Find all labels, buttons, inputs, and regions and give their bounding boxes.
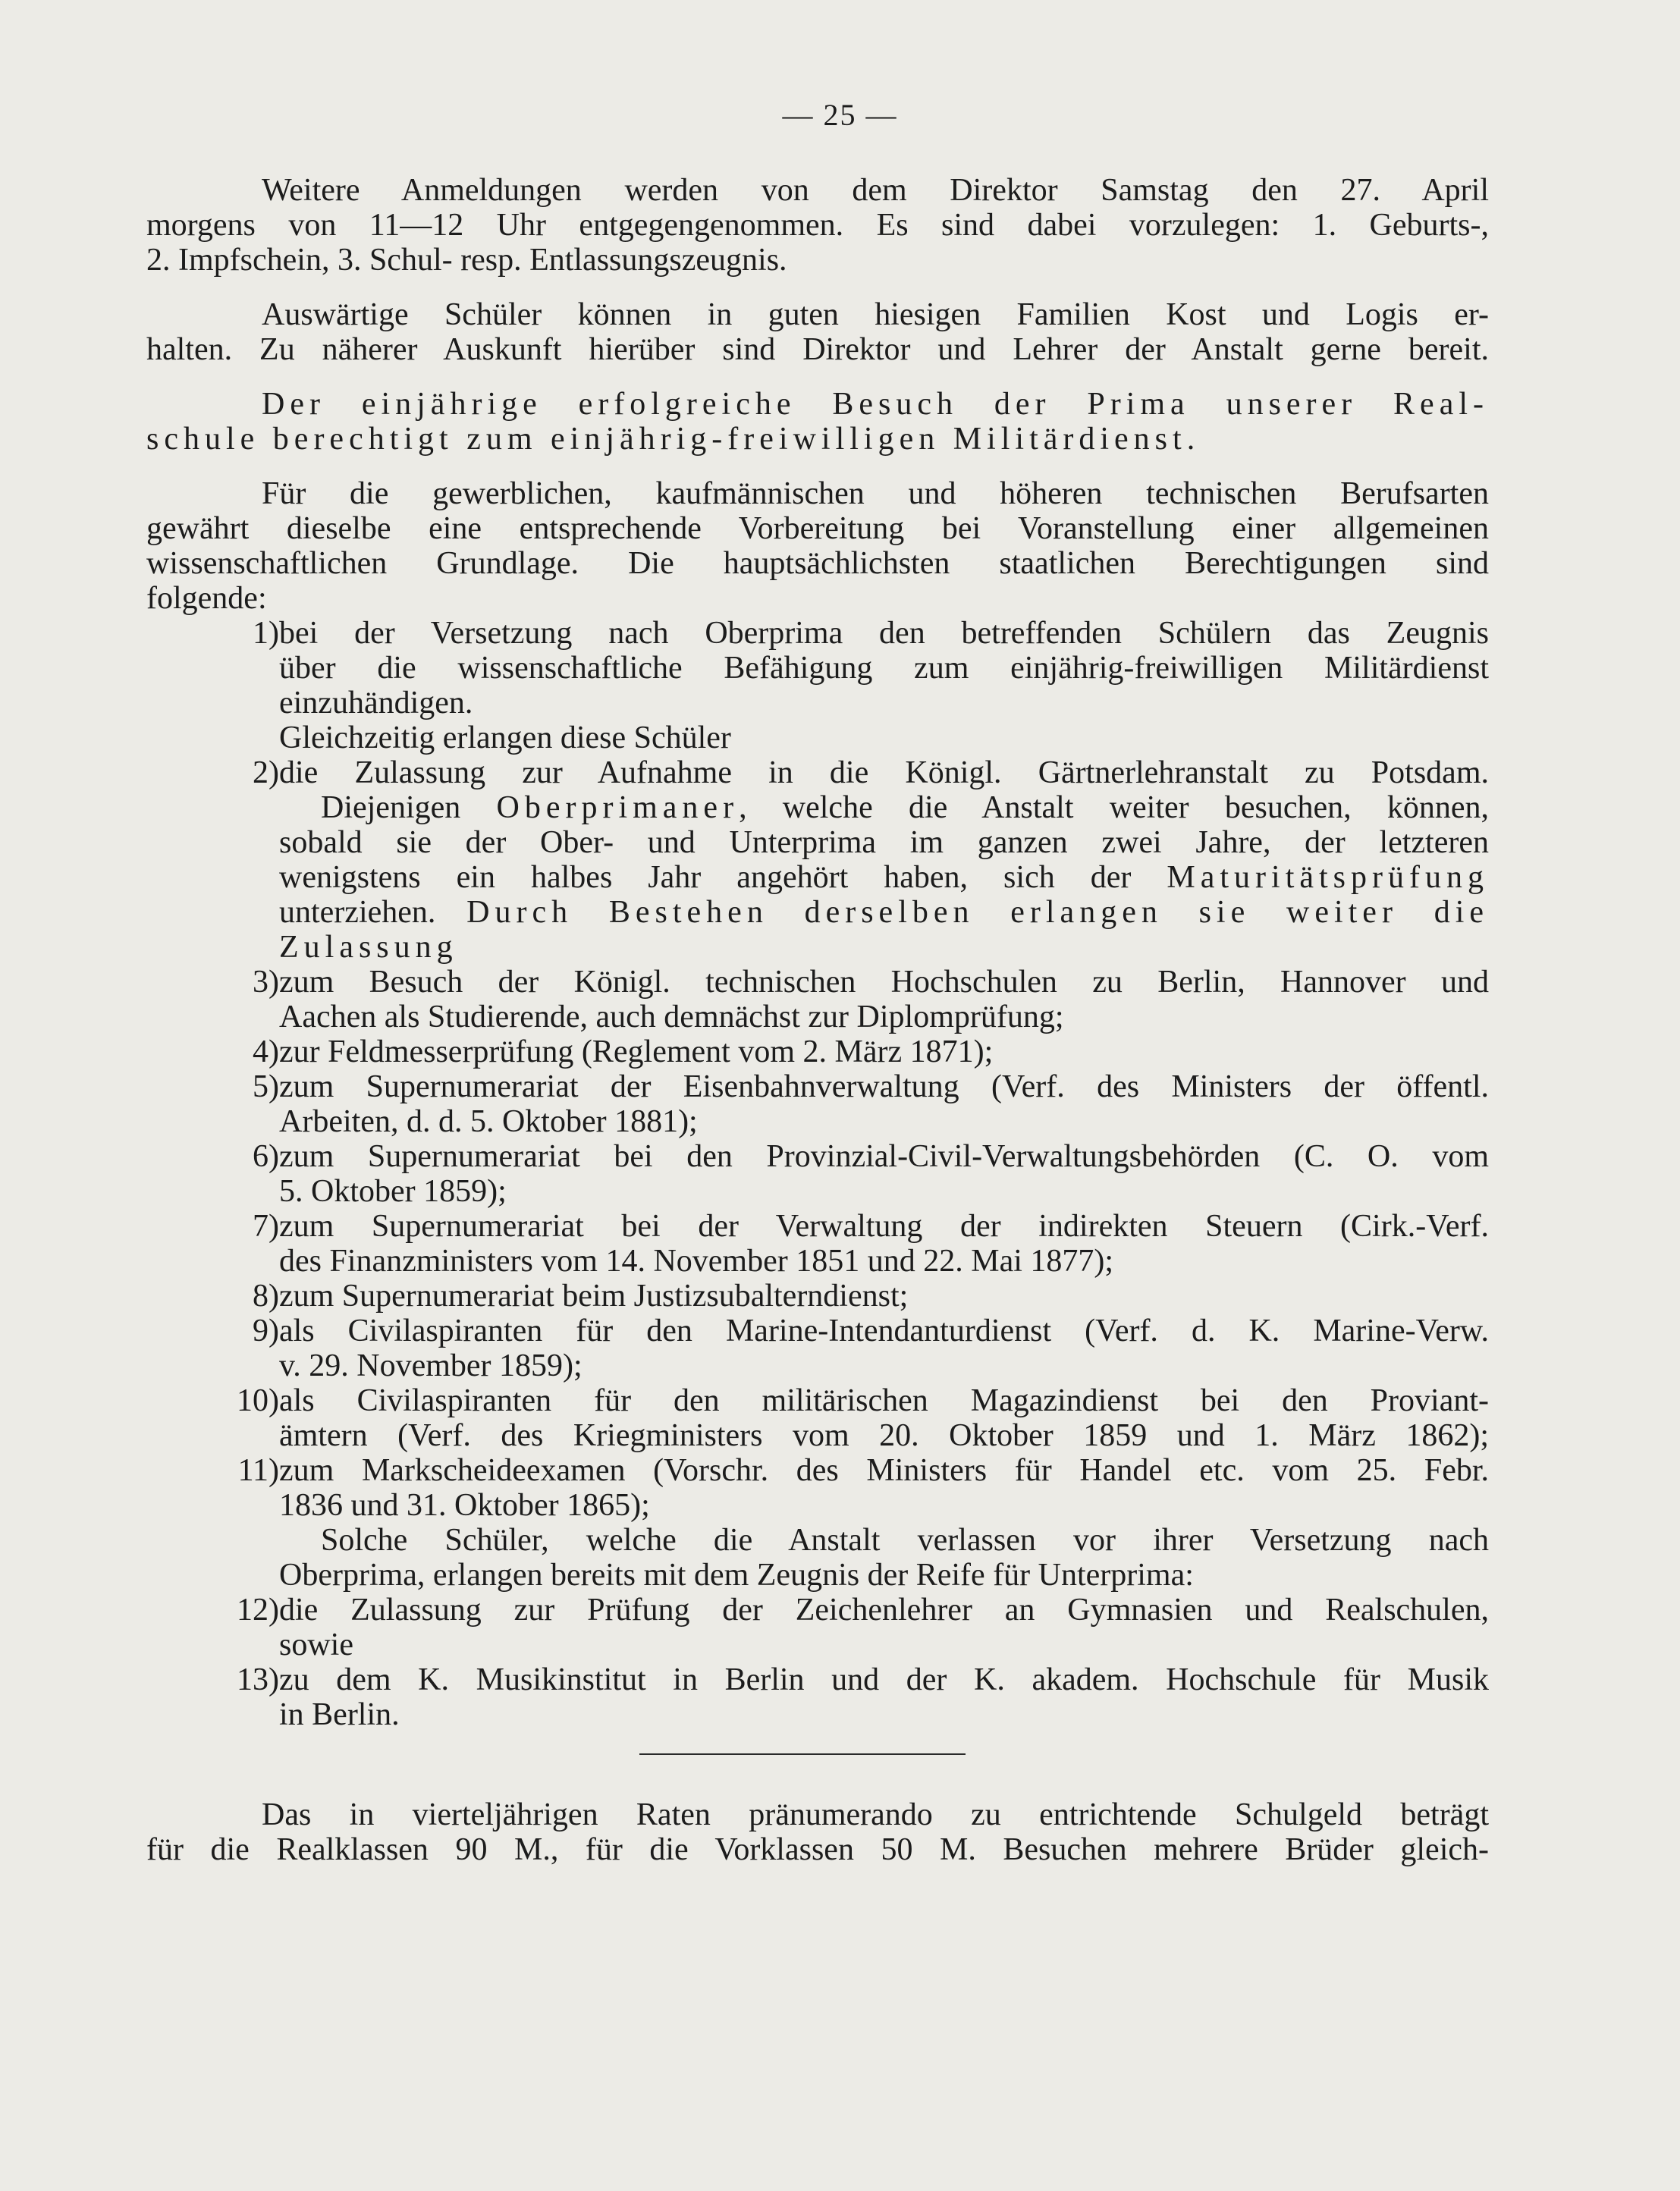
item-line: zum Supernumerariat bei den Provinzial-Civil-Verwaltungsbehörden (C. O. vom <box>279 1139 1489 1174</box>
item-number: 10) <box>237 1383 279 1418</box>
paragraph-tuition <box>146 1797 1489 1867</box>
text-line: Weitere Anmeldungen werden von dem Direktor Samstag den 27. April <box>262 173 1489 208</box>
item-number: 1) <box>253 616 279 651</box>
item-line: Aachen als Studierende, auch demnächst zur Diplomprüfung; <box>279 1000 1064 1034</box>
item-line: über die wissenschaftliche Befähigung zum einjährig-freiwilligen Militärdienst <box>279 651 1489 686</box>
paragraph-prima-entitlement <box>146 387 1489 457</box>
interlude-unterprima <box>146 1523 1489 1593</box>
item-line: zum Markscheideexamen (Vorschr. des Ministers für Handel etc. vom 25. Febr. <box>279 1453 1489 1488</box>
text-line: Das in vierteljährigen Raten pränumerando zu entrichtende Schulgeld beträgt <box>262 1797 1489 1832</box>
item-line: als Civilaspiranten für den Marine-Intendanturdienst (Verf. d. K. Marine-Verw. <box>279 1314 1489 1348</box>
item-line: die Zulassung zur Aufnahme in die Königl. Gärtnerlehranstalt zu Potsdam. <box>279 755 1489 790</box>
item-line: einzuhändigen. <box>279 686 473 720</box>
item-number: 2) <box>253 755 279 790</box>
item-line: zum Supernumerariat beim Justizsubalterndienst; <box>279 1279 909 1314</box>
item-line: zum Besuch der Königl. technischen Hochschulen zu Berlin, Hannover und <box>279 965 1489 1000</box>
list-item <box>146 1139 1489 1209</box>
item-line: v. 29. November 1859); <box>279 1348 583 1383</box>
text-line: folgende: <box>146 581 267 616</box>
interlude-line: Gleichzeitig erlangen diese Schüler <box>279 720 731 755</box>
list-item <box>146 1593 1489 1662</box>
list-item <box>146 1383 1489 1453</box>
text-line: Auswärtige Schüler können in guten hiesigen Familien Kost und Logis er- <box>262 297 1489 332</box>
list-item <box>146 1279 1489 1314</box>
interlude-line: wenigstens ein halbes Jahr angehört haben, sich der Maturitätsprüfung <box>279 860 1489 895</box>
list-item <box>146 965 1489 1034</box>
divider-rule <box>639 1753 966 1755</box>
list-item <box>146 1314 1489 1383</box>
item-line: sowie <box>279 1628 353 1662</box>
item-number: 13) <box>237 1662 279 1697</box>
item-line: zum Supernumerariat bei der Verwaltung der indirekten Steuern (Cirk.-Verf. <box>279 1209 1489 1244</box>
item-number: 8) <box>253 1279 279 1314</box>
item-line: zur Feldmesserprüfung (Reglement vom 2. März 1871); <box>279 1034 994 1069</box>
text-line: Der einjährige erfolgreiche Besuch der Prima unserer Real- <box>262 387 1489 422</box>
interlude-line: Zulassung <box>279 930 458 965</box>
item-number: 12) <box>237 1593 279 1628</box>
interlude-oberprimaner <box>146 790 1489 965</box>
item-number: 4) <box>253 1034 279 1069</box>
item-line: als Civilaspiranten für den militärischen Magazindienst bei den Proviant- <box>279 1383 1489 1418</box>
list-item <box>146 755 1489 790</box>
item-number: 9) <box>253 1314 279 1348</box>
item-number: 11) <box>237 1453 279 1488</box>
item-number: 5) <box>253 1069 279 1104</box>
paragraph-registration <box>146 173 1489 278</box>
item-line: des Finanzministers vom 14. November 1851 und 22. Mai 1877); <box>279 1244 1114 1279</box>
item-number: 7) <box>253 1209 279 1244</box>
text-line: schule berechtigt zum einjährig-freiwilligen Militärdienst. <box>146 422 1201 457</box>
item-line: in Berlin. <box>279 1697 400 1732</box>
item-number: 3) <box>253 965 279 1000</box>
list-item <box>146 1453 1489 1523</box>
interlude-line: Oberprima, erlangen bereits mit dem Zeugnis der Reife für Unterprima: <box>279 1558 1194 1593</box>
interlude-line: Diejenigen Oberprimaner, welche die Anstalt weiter besuchen, können, <box>321 790 1490 825</box>
text-line: 2. Impfschein, 3. Schul- resp. Entlassungszeugnis. <box>146 243 787 278</box>
list-item <box>146 1034 1489 1069</box>
interlude-line: Solche Schüler, welche die Anstalt verlassen vor ihrer Versetzung nach <box>321 1523 1489 1558</box>
document-body <box>146 173 1489 1867</box>
section-divider <box>146 1732 1489 1778</box>
item-line: zum Supernumerariat der Eisenbahnverwaltung (Verf. des Ministers der öffentl. <box>279 1069 1489 1104</box>
text-line: gewährt dieselbe eine entsprechende Vorbereitung bei Voranstellung einer allgemeinen <box>146 511 1489 546</box>
paragraph-boarding <box>146 297 1489 367</box>
item-line: ämtern (Verf. des Kriegministers vom 20. Oktober 1859 und 1. März 1862); <box>279 1418 1489 1453</box>
text-line: halten. Zu näherer Auskunft hierüber sind Direktor und Lehrer der Anstalt gerne bereit. <box>146 332 1489 367</box>
interlude-line: sobald sie der Ober- und Unterprima im ganzen zwei Jahre, der letzteren <box>279 825 1489 860</box>
list-item <box>146 616 1489 720</box>
list-item <box>146 1209 1489 1279</box>
item-line: die Zulassung zur Prüfung der Zeichenlehrer an Gymnasien und Realschulen, <box>279 1593 1489 1628</box>
item-line: zu dem K. Musikinstitut in Berlin und der K. akadem. Hochschule für Musik <box>279 1662 1489 1697</box>
text-line: für die Realklassen 90 M., für die Vorklassen 50 M. Besuchen mehrere Brüder gleich- <box>146 1832 1489 1867</box>
text-line: morgens von 11—12 Uhr entgegengenommen. Es sind dabei vorzulegen: 1. Geburts-, <box>146 208 1489 243</box>
list-item <box>146 1662 1489 1732</box>
text-line: Für die gewerblichen, kaufmännischen und höheren technischen Berufsarten <box>262 476 1489 511</box>
item-line: bei der Versetzung nach Oberprima den betreffenden Schülern das Zeugnis <box>279 616 1489 651</box>
item-number: 6) <box>253 1139 279 1174</box>
list-item <box>146 1069 1489 1139</box>
interlude-line: unterziehen. Durch Bestehen derselben erlangen sie weiter die <box>279 895 1490 930</box>
item-line: 1836 und 31. Oktober 1865); <box>279 1488 650 1523</box>
item-line: Arbeiten, d. d. 5. Oktober 1881); <box>279 1104 698 1139</box>
text-line: wissenschaftlichen Grundlage. Die hauptsächlichsten staatlichen Berechtigungen sind <box>146 546 1489 581</box>
item-line: 5. Oktober 1859); <box>279 1174 507 1209</box>
paragraph-entitlements-intro <box>146 476 1489 616</box>
page-number: — 25 — <box>782 98 898 132</box>
